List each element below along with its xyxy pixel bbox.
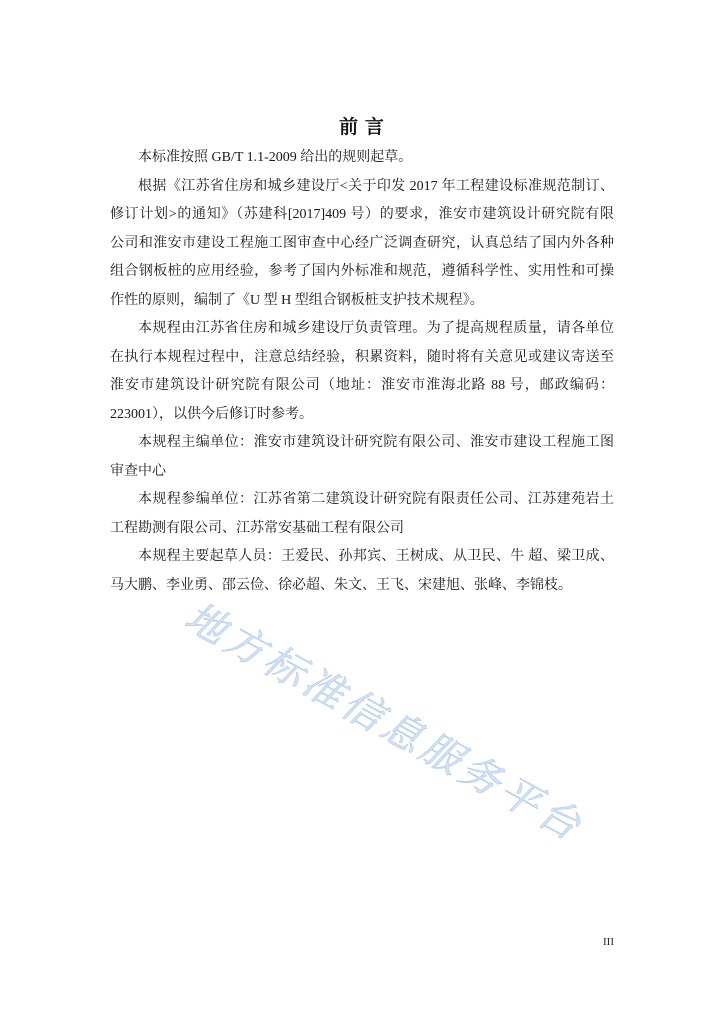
paragraph-line: 223001），以供今后修订时参考。 (110, 406, 313, 422)
paragraph-line: 在执行本规程过程中，注意总结经验，积累资料，随时将有关意见或建议寄送至 (110, 349, 614, 365)
paragraph-line: 本规程主要起草人员：王爱民、孙邦宾、王树成、从卫民、牛 超、梁卫成、 (138, 549, 614, 564)
paragraph-line: 马大鹏、李业勇、邵云俭、徐必超、朱文、王飞、宋建旭、张峰、李锦枝。 (110, 577, 572, 593)
paragraph-line: 修订计划>的通知》（苏建科[2017]409 号）的要求，淮安市建筑设计研究院有限 (110, 207, 614, 222)
paragraph-management (110, 315, 614, 429)
paragraph-line: 本标准按照 GB/T 1.1-2009 给出的规则起草。 (138, 150, 413, 165)
paragraph-line: 本规程由江苏省住房和城乡建设厅负责管理。为了提高规程质量，请各单位 (138, 321, 614, 336)
paragraph-line: 作性的原则，编制了《U 型 H 型组合钢板桩支护技术规程》。 (110, 292, 484, 308)
paragraph-drafters (110, 543, 614, 600)
paragraph-line: 工程勘测有限公司、江苏常安基础工程有限公司 (110, 520, 404, 536)
paragraph-line: 公司和淮安市建设工程施工图审查中心经广泛调查研究，认真总结了国内外各种 (110, 235, 614, 251)
paragraph-line: 淮安市建筑设计研究院有限公司（地址：淮安市淮海北路 88 号，邮政编码： (110, 378, 614, 393)
paragraph-drafting-rules (110, 144, 614, 173)
paragraph-line: 本规程主编单位：淮安市建筑设计研究院有限公司、淮安市建设工程施工图 (138, 435, 614, 450)
paragraph-line: 审查中心 (110, 463, 166, 479)
watermark: 地方标准信息服务平台 (177, 593, 592, 851)
paragraph-line: 组合钢板桩的应用经验，参考了国内外标准和规范，遵循科学性、实用性和可操 (110, 264, 614, 279)
paragraph-background (110, 173, 614, 316)
page-title: 前 言 (339, 117, 385, 138)
preface-body (110, 144, 614, 600)
paragraph-chief-editor-units (110, 429, 614, 486)
paragraph-participating-units (110, 486, 614, 543)
paragraph-line: 根据《江苏省住房和城乡建设厅<关于印发 2017 年工程建设标准规范制订、 (138, 178, 614, 194)
paragraph-line: 本规程参编单位：江苏省第二建筑设计研究院有限责任公司、江苏建苑岩土 (138, 492, 614, 507)
page-number: III (603, 936, 614, 948)
